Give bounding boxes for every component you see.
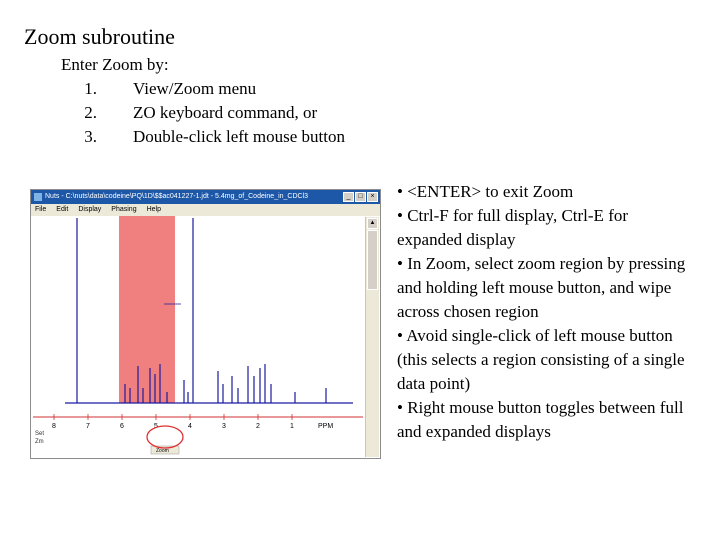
minimize-icon[interactable]: _ bbox=[343, 192, 354, 202]
menu-edit[interactable]: Edit bbox=[56, 206, 69, 213]
axis-tick-label: 3 bbox=[222, 423, 226, 430]
menu-file[interactable]: File bbox=[35, 206, 47, 213]
close-icon[interactable]: × bbox=[367, 192, 378, 202]
note-item: • Ctrl-F for full display, Ctrl-E for expanded display bbox=[397, 206, 629, 249]
axis-tick-label: 2 bbox=[256, 423, 260, 430]
step-text: View/Zoom menu bbox=[133, 79, 257, 98]
axis-tick-label: 6 bbox=[120, 423, 124, 430]
step-number: 3. bbox=[84, 127, 97, 146]
step-number: 1. bbox=[84, 79, 97, 98]
axis-tick-label: 8 bbox=[52, 423, 56, 430]
menu-phasing[interactable]: Phasing bbox=[111, 206, 137, 213]
ppm-axis bbox=[33, 414, 363, 430]
menu-bar bbox=[31, 204, 380, 216]
note-item: • Avoid single-click of left mouse button (this selects a region consisting of a single data point) bbox=[397, 326, 685, 393]
axis-tick-label: 7 bbox=[86, 423, 90, 430]
menu-help[interactable]: Help bbox=[146, 206, 161, 213]
list-item bbox=[61, 101, 345, 125]
step-text: Double-click left mouse button bbox=[133, 127, 345, 146]
note-item: • <ENTER> to exit Zoom bbox=[397, 182, 574, 201]
intro-text: Enter Zoom by: bbox=[61, 55, 169, 74]
highlight-circle bbox=[147, 426, 183, 448]
app-icon bbox=[34, 193, 42, 201]
axis-tick-label: 5 bbox=[154, 423, 158, 430]
menu-display[interactable]: Display bbox=[78, 206, 102, 213]
step-number: 2. bbox=[84, 103, 97, 122]
scroll-thumb[interactable] bbox=[367, 230, 378, 290]
slide-title: Zoom subroutine bbox=[24, 24, 175, 49]
list-item bbox=[61, 125, 345, 149]
note-item: • In Zoom, select zoom region by pressing and holding left mouse button, and wipe across chosen region bbox=[397, 254, 686, 321]
axis-tick-label: 4 bbox=[188, 423, 192, 430]
zoom-selection-region bbox=[119, 216, 175, 403]
window-controls bbox=[343, 192, 378, 202]
note-item: • Right mouse button toggles between full and expanded displays bbox=[397, 398, 684, 441]
zoom-status-label: Zoom bbox=[156, 448, 169, 454]
scroll-up-icon[interactable]: ▲ bbox=[367, 218, 378, 229]
maximize-icon[interactable]: □ bbox=[355, 192, 366, 202]
side-label-zm: Zm bbox=[35, 439, 44, 445]
window-titlebar bbox=[31, 190, 380, 204]
step-text: ZO keyboard command, or bbox=[133, 103, 318, 122]
vertical-scrollbar[interactable] bbox=[365, 217, 379, 457]
steps-list bbox=[61, 77, 345, 149]
axis-unit-label: PPM bbox=[318, 423, 334, 430]
side-label-set: Set bbox=[35, 431, 45, 437]
spectrum-plot[interactable] bbox=[33, 216, 363, 456]
spectrum-trace bbox=[65, 218, 353, 403]
notes-panel bbox=[397, 180, 697, 444]
list-item bbox=[61, 77, 345, 101]
window-title: Nuts - C:\nuts\data\codeine\PQ\1D\$$ac041227-1.jdt - 5.4mg_of_Codeine_in_CDCl3 bbox=[45, 193, 309, 200]
axis-tick-label: 1 bbox=[290, 423, 294, 430]
nuts-window-screenshot bbox=[30, 189, 381, 459]
